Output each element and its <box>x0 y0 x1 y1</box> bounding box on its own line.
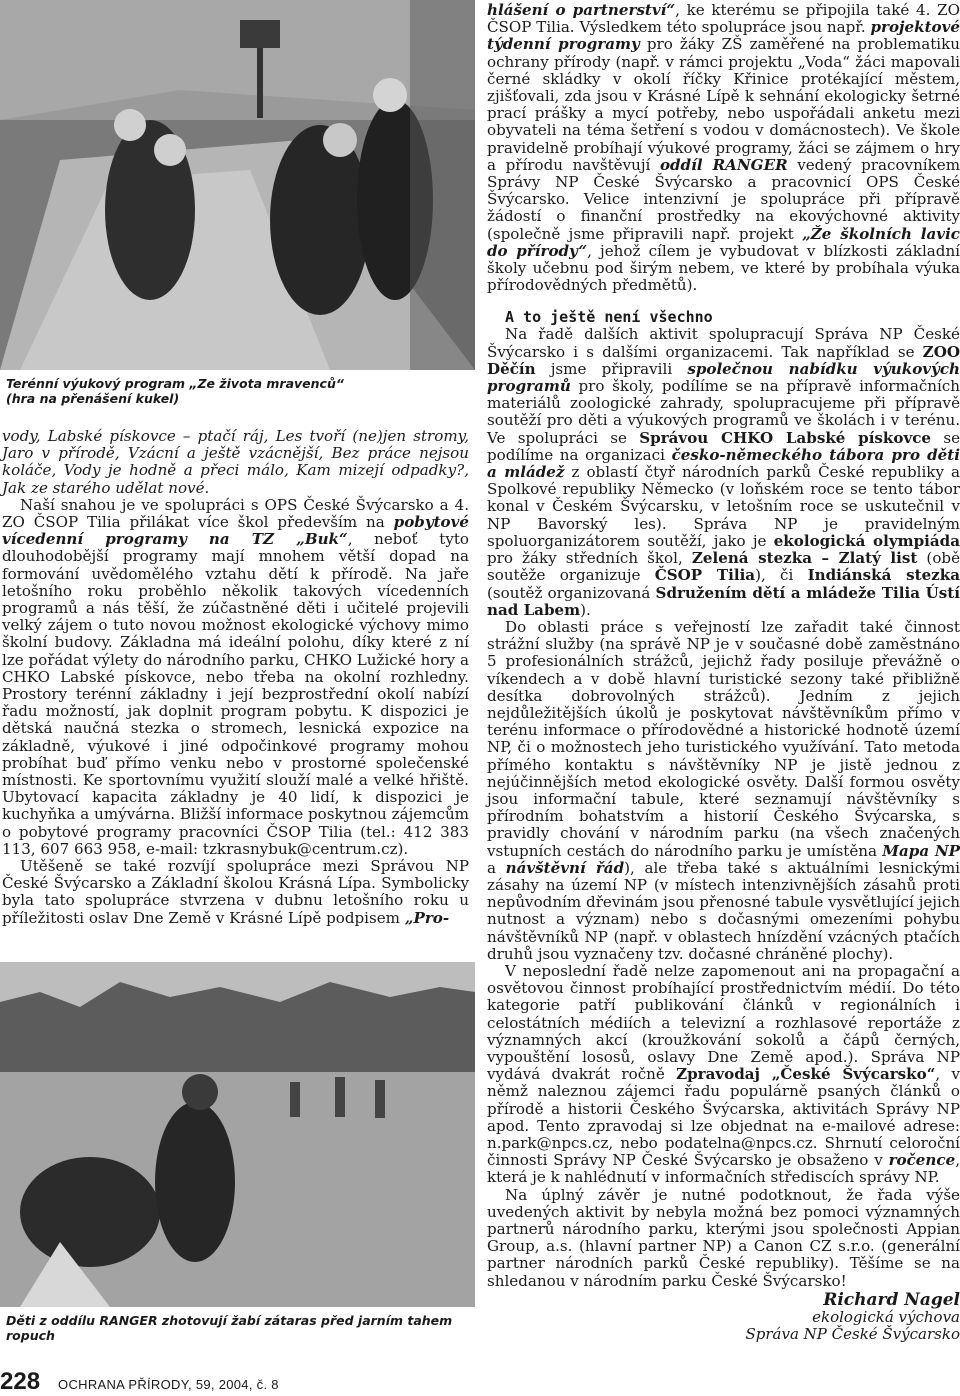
page-number: 228 <box>0 1368 41 1395</box>
author-name: Richard Nagel <box>823 1289 960 1310</box>
right-column <box>487 0 960 1343</box>
paragraph: Na úplný závěr je nutné podotknout, že řada výše uvedených aktivit by nebyla možná bez pomoci významných partnerů národního parku, kterými jsou společnosti Appian Group, a.s. (hlavní partner NP) a Canon CZ s.r.o. (generální partner národních parků České republiky). Těšíme se na shledanou v národním parku České Švýcarsko! <box>487 1185 960 1290</box>
photo-ant-program <box>0 0 475 370</box>
right-article-text <box>487 0 960 1290</box>
paragraph: Utěšeně se také rozvíjí spolupráce mezi Správou NP České Švýcarsko a Základní školou Krásná Lípa. Symbolicky byla tato spolupráce stvrzena v dubnu letošního roku u příležitosti oslav Dne Země v Krásné Lípě podpisem „Pro- <box>2 857 469 927</box>
page-footer <box>0 1368 480 1395</box>
program-list: vody, Labské pískovce – ptačí ráj, Les tvoří (ne)jen stromy, Jaro v přírodě, Vzácní a ještě vzácnější, Bez práce nejsou koláče, Vody je hodně a přeci málo, Kam mizejí odpadky?, Jak ze starého udělat nové. <box>2 427 469 497</box>
paragraph: Na řadě dalších aktivit spolupracují Správa NP České Švýcarsko i s dalšími organizacemi. Tak například se ZOO Děčín jsme připravili společnou nabídku výukových programů pro školy, podílíme se na přípravě informačních materiálů zoologické zahrady, spolupracujeme při přípravě soutěží pro děti a výukových programů ve školách i v terénu. Ve spolupráci se Správou CHKO Labské pískovce se podílíme na organizaci česko-německého tábora pro děti a mládež z oblastí čtyř národních parků České republiky a Spolkové republiky Německo (v loňském roce se tento tábor konal v Českém Švýcarsku, v letošním roce se uskutečnil v NP Bavorský les). Správa NP je pravidelným spoluorganizátorem soutěží, jako je ekologická olympiáda pro žáky středních škol, Zelená stezka – Zlatý list (obě soutěže organizuje ČSOP Tilia), či Indiánská stezka (soutěž organizovaná Sdružením dětí a mládeže Tilia Ústí nad Labem). <box>487 325 960 619</box>
paragraph: Do oblasti práce s veřejností lze zařadit také činnost strážní služby (na správě NP je v současné době zaměstnáno 5 profesionálních strážců, jejichž řady posiluje převážně o víkendech a v době hlavní turistické sezony také přibližně desítka dobrovolných strážců). Jedním z jejich nejdůležitějších úkolů je poskytovat návštěvníkům přímo v terénu informace o přírodovědné a historické hodnotě území NP, či o možnostech jeho turistického využívání. Tato metoda přímého kontaktu s návštěvníky NP je jistě jednou z nejúčinnějších metod ekologické osvěty. Další formou osvěty jsou informační tabule, které seznamují návštěvníky s přírodním bohatstvím a historií Českého Švýcarska, s pravidly chování v národním parku (na všech značených vstupních cestách do národního parku je umístěna Mapa NP a návštěvní řád), ale třeba také s aktuálními lesnickými zásahy na území NP (v místech intenzivnějších zásahů proti nepůvodním dřevinám jsou přenosné tabule vysvětlující jejich nutnost a význam) nebo s dočasnými omezeními pohybu návštěvníků NP (např. v oblastech hnízdění vzácných ptačích druhů jsou vyznačeny tzv. dočasné chráněné plochy). <box>487 617 960 963</box>
paragraph: V neposlední řadě nelze zapomenout ani na propagační a osvětovou činnost probíhající prostřednictvím médií. Do této kategorie patří publikování článků v regionálních i celostátních médiích a televizní a rozhlasové reportáže z významných akcí (kroužkování sokolů a čápů černých, vypouštění lososů, oslavy Dne Země apod.). Správa NP vydává dvakrát ročně Zpravodaj „České Švýcarsko“, v němž naleznou zájemci řadu populárně psaných článků o přírodě a historii Českého Švýcarska, aktivitách Správy NP apod. Tento zpravodaj si lze objednat na e-mailové adrese: n.park@npcs.cz, nebo podatelna@npcs.cz. Shrnutí celoroční činnosti Správy NP České Švýcarsko je obsaženo v ročence, která je k nahlédnutí v informačních střediscích správy NP. <box>487 961 960 1187</box>
caption-line: (hra na přenášení kukel) <box>6 391 180 406</box>
journal-info: OCHRANA PŘÍRODY, 59, 2004, č. 8 <box>58 1377 279 1392</box>
paragraph: Naší snahou je ve spolupráci s OPS České Švýcarsko a 4. ZO ČSOP Tilia přilákat více škol především na pobytové vícedenní programy na TZ „Buk“, neboť tyto dlouhodobější programy mají mnohem větší dopad na formování uvědomělého vztahu dětí k přírodě. Na jaře letošního roku proběhlo několik takových vícedenních programů a nás těší, že zúčastněné děti i učitelé projevili velký zájem o tuto novou možnost ekologické výchovy mimo školní budovy. Základna má ideální polohu, díky které z ní lze pořádat výlety do národního parku, CHKO Lužické hory a CHKO Labské pískovce, nebo třeba na okolní rozhledny. Prostory terénní základny i její bezprostřední okolí nabízí řadu možností, jak doplnit program pobytu. K dispozici je dětská naučná stezka o stromech, lesnická expozice na základně, výukové i jiné odpočinkové programy mohou probíhat buď přímo venku nebo v prostorné společenské místnosti. Ke sportovnímu využití slouží malé a velké hřiště. Ubytovací kapacita základny je 40 lidí, k dispozici je kuchyňka a umývárna. Bližší informace poskytnou zájemcům o pobytové programy pracovníci ČSOP Tilia (tel.: 412 383 113, 607 663 958, e-mail: tzkrasnybuk@centrum.cz). <box>2 495 469 858</box>
section-heading: A to ještě není všechno <box>505 308 713 327</box>
caption-line: Terénní výukový program „Ze života mravenců“ <box>6 376 344 391</box>
paragraph: hlášení o partnerství“, ke kterému se připojila také 4. ZO ČSOP Tilia. Výsledkem této spolupráce jsou např. projektové týdenní programy pro žáky ZŠ zaměřené na problematiku ochrany přírody (např. v rámci projektu „Voda“ žáci mapovali černé skládky v okolí říčky Křinice protékající městem, zjišťovali, zda jsou v Krásné Lípě k sehnání ekologicky šetrné prací prášky a mycí potřeby, nebo uspořádali anketu mezi obyvateli na téma šetření s vodou v domácnostech). Ve škole pravidelně probíhají výukové programy, žáci se zájmem o hry a přírodu navštěvují oddíl RANGER vedený pracovníkem Správy NP České Švýcarsko a pracovnicí OPS České Švýcarsko. Velice intenzivní je spolupráce při přípravě žádostí o finanční prostředky na ekovýchovné aktivity (společně jsme připravili např. projekt „Že školních lavic do přírody“, jehož cílem je vybudovat v blízkosti základní školy učebnu pod širým nebem, ve které by probíhala výuka přírodovědných předmětů). <box>487 1 960 295</box>
photo-caption-top <box>6 376 475 406</box>
photo-toad-barrier <box>0 962 475 1307</box>
photo-caption-bottom: Děti z oddílu RANGER zhotovují žabí zátaras před jarním tahem ropuch <box>6 1313 453 1343</box>
author-organization: Správa NP České Švýcarsko <box>745 1324 960 1343</box>
author-role: ekologická výchova <box>812 1307 960 1326</box>
left-article-text <box>0 428 475 927</box>
author-signature <box>487 1289 960 1343</box>
left-column <box>0 0 475 1343</box>
